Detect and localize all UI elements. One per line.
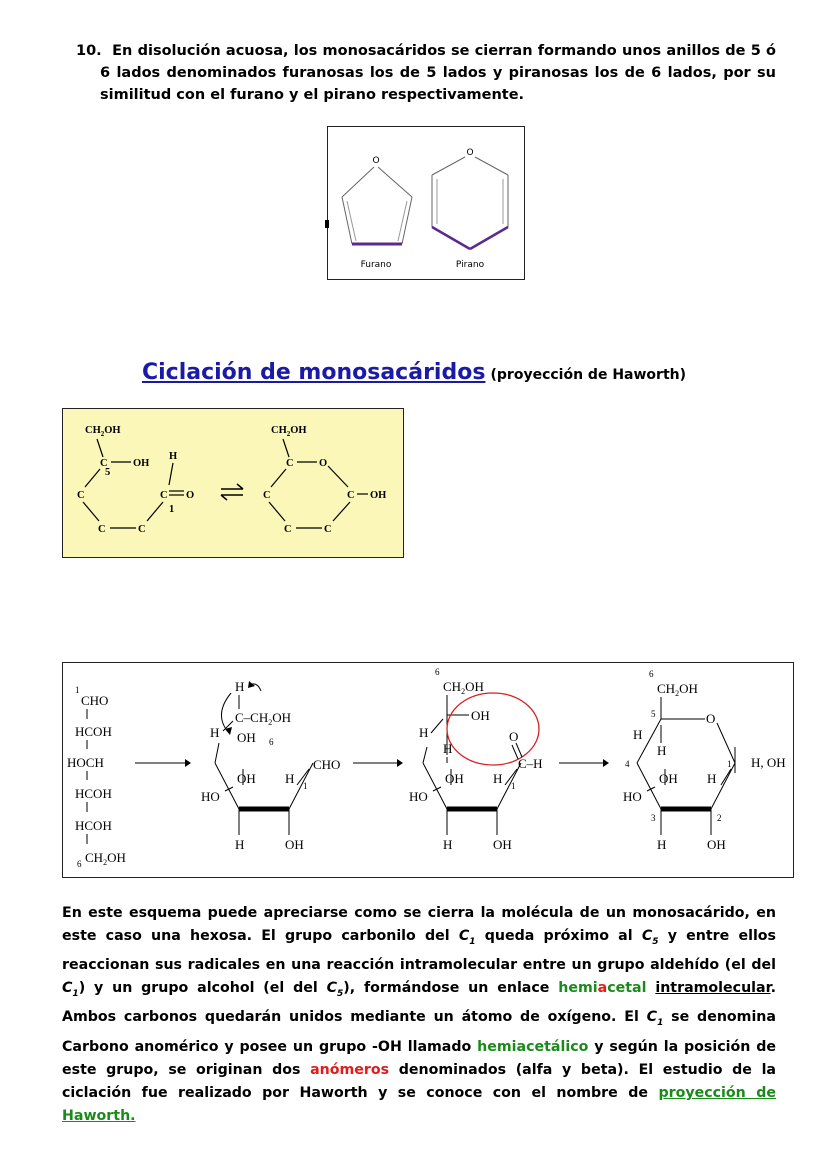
para-text-8: se denomina Carbono anomérico y posee un grupo -OH llamado: [62, 1009, 776, 1055]
furan-oxygen: O: [372, 156, 380, 166]
left-c-b: C: [98, 524, 106, 535]
s3-h-left: H: [419, 725, 429, 740]
structure-3: [409, 667, 543, 852]
para-text-7: . Ambos carbonos quedarán unidos mediante un átomo de oxígeno. El: [62, 980, 776, 1026]
chain-1: HCOH: [75, 724, 112, 739]
s2-h-mid: H: [285, 771, 295, 786]
s4-num-2: 2: [717, 813, 722, 823]
section-title-subtitle: (proyección de Haworth): [490, 367, 687, 383]
section-title-main: Ciclación de monosacáridos: [141, 360, 486, 385]
fischer-chain: [67, 685, 126, 869]
question-number: 10.: [76, 43, 102, 59]
s4-h-bottom: H: [657, 837, 667, 852]
s2-cho: CHO: [313, 757, 341, 772]
s3-num-1: 1: [511, 781, 516, 791]
left-h: H: [169, 451, 178, 462]
right-oh: OH: [370, 490, 387, 501]
chain-num-6: 6: [77, 859, 82, 869]
s2-ho: HO: [201, 789, 220, 804]
s4-h-left: H: [633, 727, 643, 742]
left-o: O: [186, 490, 195, 501]
s3-oh-bottom: OH: [493, 837, 512, 852]
s2-num-6: 6: [269, 737, 274, 747]
s3-oh-5: OH: [471, 708, 490, 723]
left-num-1: 1: [169, 504, 175, 515]
question-body: En disolución acuosa, los monosacáridos se cierran formando unos anillos de 5 ó 6 lados denominados furanosas los de 5 lados y piranosas los de 6 lados, por su similitud con el furano y el pirano respectivamente.: [100, 43, 776, 103]
s3-ho: HO: [409, 789, 428, 804]
pyran-ring: [432, 148, 508, 249]
haworth-link[interactable]: proyección de Haworth.: [62, 1084, 776, 1125]
s4-num-3: 3: [651, 813, 656, 823]
s3-h-bottom: H: [443, 837, 453, 852]
para-text-10: denominados (alfa y beta). El estudio de la ciclación fue realizado por Haworth y se conoce con el nombre de: [62, 1061, 777, 1101]
right-c-b: C: [284, 524, 292, 535]
chain-3: HCOH: [75, 786, 112, 801]
question-10: [76, 40, 776, 106]
left-ch2oh: $CH_2OH$: [85, 425, 121, 438]
s2-h-left: H: [210, 725, 220, 740]
furano-label: Furano: [360, 260, 392, 270]
section-title: [0, 360, 828, 385]
left-num-5: 5: [105, 467, 111, 478]
s4-oh-mid: OH: [659, 771, 678, 786]
right-c1: C: [347, 490, 355, 501]
chain-2: HOCH: [67, 755, 104, 770]
para-text-9: y según la posición de este grupo, se originan dos: [62, 1038, 777, 1078]
s4-h-inner: H: [657, 743, 667, 758]
structure-2: [201, 679, 340, 852]
right-c5: C: [286, 458, 294, 469]
c1-symbol-b: $C_1$: [62, 980, 79, 1000]
intramolecular-word: intramolecular: [655, 980, 771, 997]
s2-h-bottom: H: [235, 837, 245, 852]
furan-pyran-svg: [328, 127, 524, 279]
chain-num-1: 1: [75, 685, 80, 695]
structure-4: [623, 669, 786, 852]
s3-h-inner: H: [443, 741, 453, 756]
c5-symbol: $C_5$: [641, 928, 659, 948]
s2-oh-5: OH: [237, 730, 256, 745]
pirano-label: Pirano: [455, 260, 485, 270]
left-oh: OH: [133, 458, 150, 469]
left-c5: C: [100, 458, 108, 469]
left-c-a: C: [77, 490, 85, 501]
s4-oh-bottom: OH: [707, 837, 726, 852]
chain-4: HCOH: [75, 818, 112, 833]
para-text-1: En este esquema puede apreciarse como se cierra la molécula de un monosacárido, en este caso una hexosa. El grupo carbonilo del: [62, 905, 776, 945]
cyclization-svg: [63, 409, 403, 557]
chain-5: $CH_2OH$: [85, 850, 126, 867]
s4-num-4: 4: [625, 759, 630, 769]
cyclization-figure: [62, 408, 404, 558]
c1-symbol: $C_1$: [458, 928, 476, 948]
c5-symbol-b: $C_5$: [326, 980, 344, 1000]
s2-oh-mid: OH: [237, 771, 256, 786]
s3-oh-mid: OH: [445, 771, 464, 786]
s4-h-mid: H: [707, 771, 717, 786]
s3-o-carbonyl: O: [509, 729, 519, 744]
para-text-5: ), formándose un enlace: [343, 980, 559, 997]
s4-h-oh: H, OH: [751, 755, 786, 770]
right-ch2oh: $CH_2OH$: [271, 425, 307, 438]
explanation-paragraph: [62, 902, 776, 1128]
furan-pyran-figure: [327, 126, 525, 280]
left-c1: C: [160, 490, 168, 501]
s4-ho: HO: [623, 789, 642, 804]
s3-ch2oh: $CH_2OH$: [443, 679, 484, 696]
s2-h-top: H: [235, 679, 245, 694]
furan-ring: [342, 156, 412, 244]
s3-c-h: C–H: [518, 756, 543, 771]
haworth-svg: [63, 663, 793, 877]
s3-h-mid: H: [493, 771, 503, 786]
s3-num-6: 6: [435, 667, 440, 677]
right-o: O: [319, 458, 328, 469]
chain-0: CHO: [81, 693, 109, 708]
s4-num-6: 6: [649, 669, 654, 679]
s4-num-5: 5: [651, 709, 656, 719]
para-text-4: ) y un grupo alcohol (el del: [78, 980, 327, 997]
s4-num-1: 1: [727, 759, 732, 769]
s2-num-1: 1: [303, 781, 308, 791]
right-c-a: C: [263, 490, 271, 501]
c1-symbol-c: $C_1$: [646, 1009, 664, 1029]
s4-ch2oh: $CH_2OH$: [657, 681, 698, 698]
s2-c-ch2oh: $C-CH_2OH$: [235, 710, 292, 727]
edge-marker: [325, 220, 329, 228]
s2-oh-bottom: OH: [285, 837, 304, 852]
hemiacetal-word: hemiacetal: [558, 980, 647, 997]
haworth-figure: [62, 662, 794, 878]
hemiacetalico-word: hemiacetálico: [477, 1038, 589, 1055]
anomeros-word: anómeros: [310, 1061, 390, 1078]
question-text: [76, 40, 776, 106]
s4-ring-o: O: [706, 711, 716, 726]
pyran-oxygen: O: [466, 148, 474, 158]
para-text-2: queda próximo al: [475, 928, 642, 945]
left-c-c: C: [138, 524, 146, 535]
para-text-3: y entre ellos reaccionan sus radicales en una reacción intramolecular entre un grupo aldehído (el del: [62, 928, 777, 974]
right-c-c: C: [324, 524, 332, 535]
